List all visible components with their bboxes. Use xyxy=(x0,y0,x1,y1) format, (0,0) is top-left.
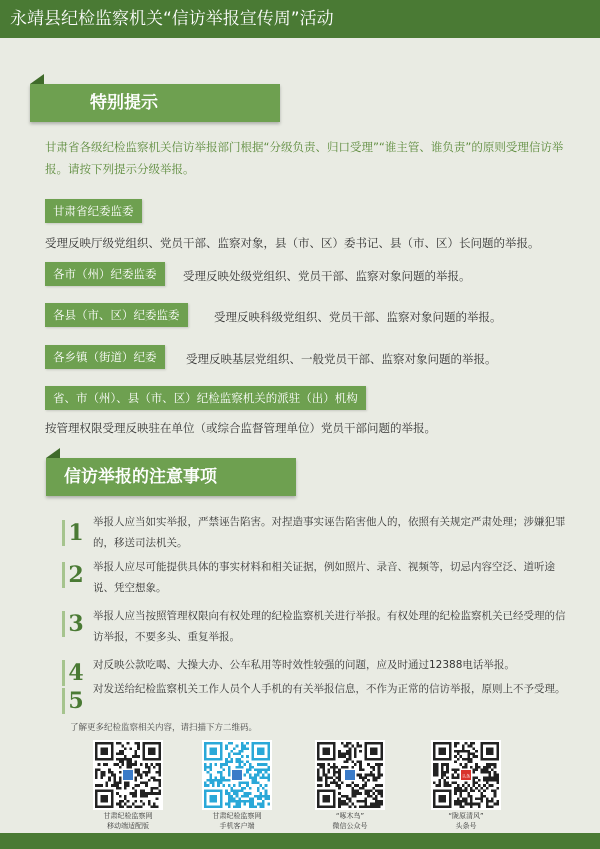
level-tag: 各乡镇（街道）纪委 xyxy=(45,345,165,369)
qr-code-graphic xyxy=(317,742,383,808)
note-text: 举报人应尽可能提供具体的事实材料和相关证据，例如照片、录音、视频等，切忌内容空泛、道听途说、凭空想象。 xyxy=(93,561,555,594)
qr-code-graphic xyxy=(433,742,499,808)
qr-caption-line2: 头条号 xyxy=(455,822,477,830)
qr-caption xyxy=(78,811,178,831)
note-text: 对反映公款吃喝、大操大办、公车私用等时效性较强的问题，应及时通过12388电话举报。 xyxy=(93,659,515,671)
qr-caption-line2: 移动端适配版 xyxy=(107,822,149,830)
note-number: 2 xyxy=(62,562,87,588)
qr-caption xyxy=(416,811,516,831)
note-text: 举报人应当如实举报，严禁诬告陷害。对捏造事实诬告陷害他人的，依照有关规定严肃处理；涉嫌犯罪的，移送司法机关。 xyxy=(93,516,566,549)
qr-hint: 了解更多纪检监察相关内容，请扫描下方二维码。 xyxy=(70,723,258,733)
qr-caption-line1: 甘肃纪检监察网 xyxy=(103,812,153,820)
note-text: 对发送给纪检监察机关工作人员个人手机的有关举报信息，不作为正常的信访举报，原则上不予受理。 xyxy=(93,683,566,695)
level-tag: 各市（州）纪委监委 xyxy=(45,262,165,286)
section-ribbon-special-notice xyxy=(30,84,280,122)
qr-code-icon[interactable] xyxy=(93,740,163,810)
qr-code-icon[interactable] xyxy=(202,740,272,810)
qr-caption-line2: 手机客户端 xyxy=(219,822,255,830)
qr-caption xyxy=(300,811,400,831)
qr-code-icon[interactable] xyxy=(315,740,385,810)
level-desc: 受理反映基层党组织、一般党员干部、监察对象问题的举报。 xyxy=(186,352,497,366)
note-text: 举报人应当按照管理权限向有权处理的纪检监察机关进行举报。有权处理的纪检监察机关已经受理的信访举报，不要多头、重复举报。 xyxy=(93,610,566,643)
level-tag: 甘肃省纪委监委 xyxy=(45,199,142,223)
qr-code-icon[interactable] xyxy=(431,740,501,810)
header-bar xyxy=(0,0,600,38)
qr-caption xyxy=(187,811,287,831)
note-number: 3 xyxy=(62,611,87,637)
level-desc: 受理反映处级党组织、党员干部、监察对象问题的举报。 xyxy=(183,269,471,283)
ribbon-fold xyxy=(46,448,60,458)
section-title: 特别提示 xyxy=(90,93,158,113)
qr-caption-line1: 甘肃纪检监察网 xyxy=(212,812,262,820)
footer-bar xyxy=(0,833,600,849)
level-tag: 各县（市、区）纪委监委 xyxy=(45,303,188,327)
qr-code-graphic xyxy=(204,742,270,808)
qr-caption-line1: “啄木鸟” xyxy=(335,812,365,820)
section-title: 信访举报的注意事项 xyxy=(64,467,217,487)
qr-caption-line2: 微信公众号 xyxy=(332,822,368,830)
page-title: 永靖县纪检监察机关“信访举报宣传周”活动 xyxy=(10,9,334,29)
intro-paragraph: 甘肃省各级纪检监察机关信访举报部门根据“分级负责、归口受理”“谁主管、谁负责”的原则受理信访举报。请按下列提示分级举报。 xyxy=(45,140,564,176)
note-number: 4 xyxy=(62,660,87,686)
note-number: 5 xyxy=(62,688,87,714)
qr-caption-line1: “陇原清风” xyxy=(448,812,484,820)
level-desc: 受理反映厅级党组织、党员干部、监察对象，县（市、区）委书记、县（市、区）长问题的举报。 xyxy=(45,236,540,250)
qr-code-graphic xyxy=(95,742,161,808)
svg-text:头条: 头条 xyxy=(461,773,471,779)
ribbon-fold xyxy=(30,74,44,84)
note-number: 1 xyxy=(62,520,87,546)
level-desc: 按管理权限受理反映驻在单位（或综合监督管理单位）党员干部问题的举报。 xyxy=(45,421,436,435)
level-tag: 省、市（州）、县（市、区）纪检监察机关的派驻（出）机构 xyxy=(45,386,366,410)
level-desc: 受理反映科级党组织、党员干部、监察对象问题的举报。 xyxy=(214,310,502,324)
section-ribbon-notes xyxy=(46,458,296,496)
